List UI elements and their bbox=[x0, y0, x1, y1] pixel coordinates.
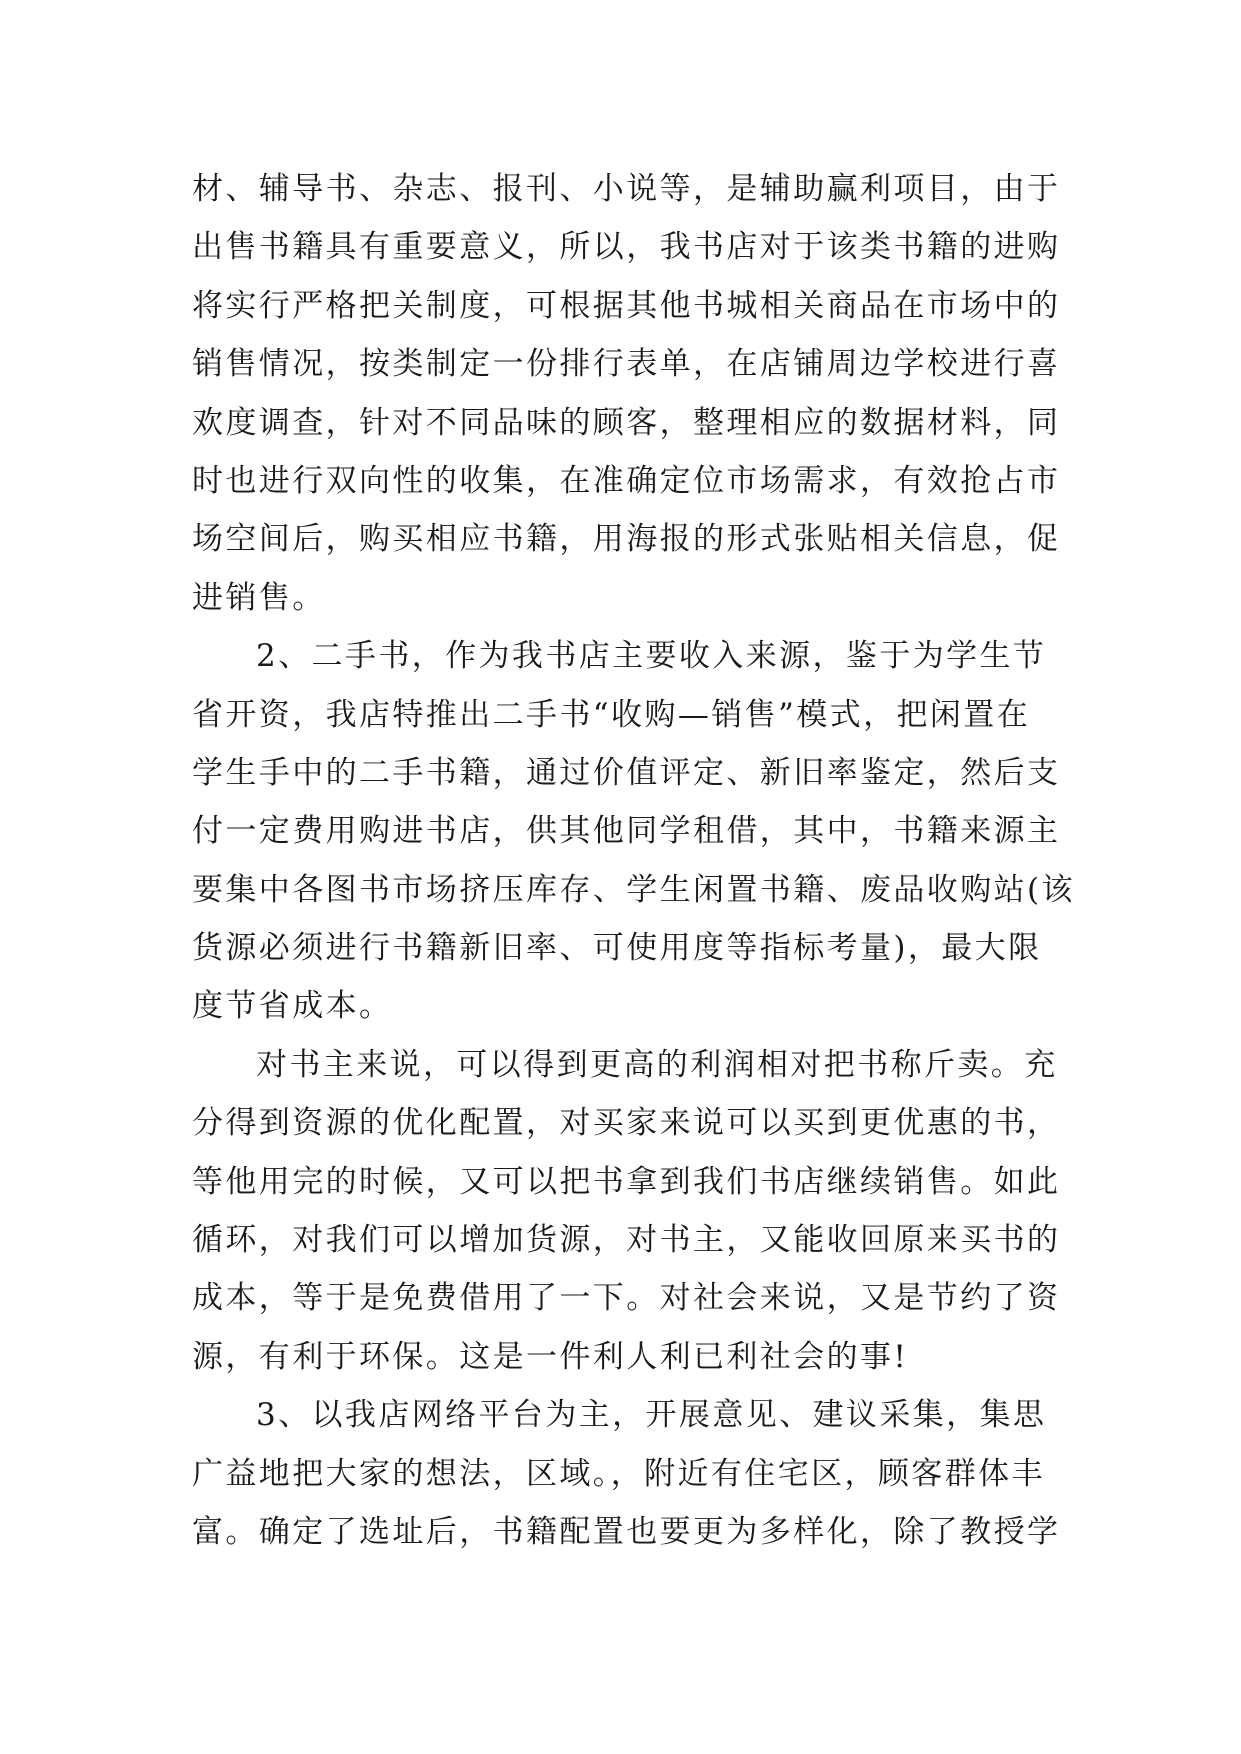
text-line: 要集中各图书市场挤压库存、学生闲置书籍、废品收购站(该 bbox=[192, 871, 1075, 908]
text-line: 等他用完的时候，又可以把书拿到我们书店继续销售。如此 bbox=[192, 1163, 1061, 1200]
paragraph-start-line: 2、二手书，作为我书店主要收入来源，鉴于为学生节 bbox=[256, 638, 1047, 675]
text-line: 省开资，我店特推出二手书“收购—销售”模式，把闲置在 bbox=[192, 696, 1031, 733]
text-line: 付一定费用购进书店，供其他同学租借，其中，书籍来源主 bbox=[192, 813, 1061, 850]
text-line: 场空间后，购买相应书籍，用海报的形式张贴相关信息，促 bbox=[192, 521, 1061, 558]
text-line: 富。确定了选址后，书籍配置也要更为多样化，除了教授学 bbox=[192, 1513, 1061, 1550]
text-line: 材、辅导书、杂志、报刊、小说等，是辅助赢利项目，由于 bbox=[192, 171, 1061, 207]
text-line: 进销售。 bbox=[192, 579, 326, 616]
body-text bbox=[192, 160, 1075, 1561]
text-line: 源，有利于环保。这是一件利人利已利社会的事! bbox=[192, 1338, 909, 1375]
text-line: 将实行严格把关制度，可根据其他书城相关商品在市场中的 bbox=[192, 287, 1061, 324]
text-line: 出售书籍具有重要意义，所以，我书店对于该类书籍的进购 bbox=[192, 229, 1061, 266]
text-line: 销售情况，按类制定一份排行表单，在店铺周边学校进行喜 bbox=[192, 346, 1061, 383]
text-line: 欢度调查，针对不同品味的顾客，整理相应的数据材料，同 bbox=[192, 404, 1061, 441]
text-line: 货源必须进行书籍新旧率、可使用度等指标考量)，最大限 bbox=[192, 930, 1042, 967]
text-line: 时也进行双向性的收集，在准确定位市场需求，有效抢占市 bbox=[192, 462, 1061, 499]
text-line: 学生手中的二手书籍，通过价值评定、新旧率鉴定，然后支 bbox=[192, 754, 1061, 791]
paragraph-start-line: 3、以我店网络平台为主，开展意见、建议采集，集思 bbox=[256, 1397, 1047, 1434]
text-line: 分得到资源的优化配置，对买家来说可以买到更优惠的书， bbox=[192, 1105, 1061, 1142]
text-line: 广益地把大家的想法，区域。，附近有住宅区，顾客群体丰 bbox=[192, 1455, 1045, 1492]
text-line: 成本，等于是免费借用了一下。对社会来说，又是节约了资 bbox=[192, 1280, 1061, 1317]
text-line: 循环，对我们可以增加货源，对书主，又能收回原来买书的 bbox=[192, 1222, 1061, 1259]
text-line: 度节省成本。 bbox=[192, 988, 393, 1025]
paragraph-start-line: 对书主来说，可以得到更高的利润相对把书称斤卖。充 bbox=[256, 1046, 1058, 1083]
